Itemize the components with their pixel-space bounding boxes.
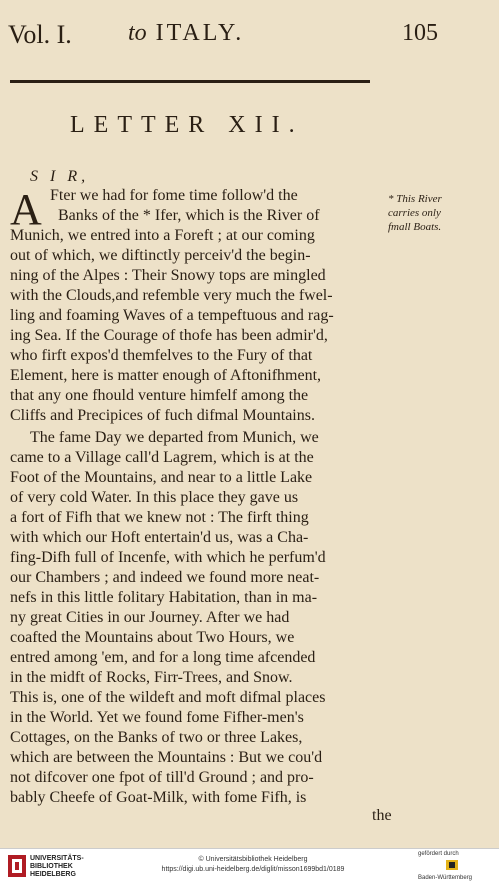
- text-line: Cottages, on the Banks of two or three Lakes,: [10, 729, 303, 746]
- text-line: Banks of the * Ifer, which is the River of: [58, 207, 320, 224]
- funded-by-label: gefördert durch: [418, 851, 459, 857]
- page-number: 105: [402, 20, 438, 46]
- funder-name: Baden-Württemberg: [418, 875, 473, 881]
- text-line: Cliffs and Precipices of fuch difmal Mountains.: [10, 407, 315, 424]
- library-name: [30, 855, 84, 879]
- funder-crest-icon: [446, 860, 458, 870]
- drop-cap: A: [10, 185, 42, 234]
- text-line: coafted the Mountains about Two Hours, we: [10, 629, 295, 646]
- text-line: ling and foaming Waves of a tempeftuous and rag-: [10, 307, 334, 324]
- library-logo-icon: [8, 855, 26, 877]
- margin-note: [388, 192, 442, 234]
- library-name-line: BIBLIOTHEK: [30, 863, 73, 870]
- text-line: who firft expos'd themfelves to the Fury of that: [10, 347, 313, 364]
- running-head-italy: ITALY.: [155, 20, 245, 46]
- footer-credit: [148, 855, 358, 875]
- salutation: S I R,: [30, 168, 90, 185]
- text-line: This is, one of the wildeft and moft difmal places: [10, 689, 326, 706]
- library-name-line: HEIDELBERG: [30, 871, 76, 878]
- text-line: came to a Village call'd Lagrem, which is at the: [10, 449, 314, 466]
- text-line: which are between the Mountains : But we cou'd: [10, 749, 323, 766]
- footer-bar: [0, 848, 499, 883]
- text-line: Foot of the Mountains, and near to a little Lake: [10, 469, 313, 486]
- copyright-text: © Universitätsbibliothek Heidelberg: [198, 856, 308, 863]
- text-line: with which our Hoft entertain'd us, was a Cha-: [10, 529, 309, 546]
- text-line: ing Sea. If the Courage of thofe has been admir'd,: [10, 327, 328, 344]
- text-line: fing-Difh full of Incenfe, with which he perfum'd: [10, 549, 326, 566]
- running-head-volume: Vol. I.: [8, 20, 72, 49]
- margin-note-line: carries only: [388, 207, 441, 219]
- letter-heading: LETTER XII.: [70, 112, 304, 138]
- text-line: a fort of Fifh that we knew not : The firft thing: [10, 509, 309, 526]
- text-line: in the World. Yet we found fome Fifher-men's: [10, 709, 304, 726]
- text-line: ny great Cities in our Journey. After we had: [10, 609, 290, 626]
- running-head-to: to: [128, 20, 147, 46]
- catchword: the: [372, 807, 392, 824]
- text-line: in the midft of Rocks, Firr-Trees, and Snow.: [10, 669, 293, 686]
- text-line: Munich, we entred into a Foreft ; at our coming: [10, 227, 315, 244]
- permalink[interactable]: https://digi.ub.uni-heidelberg.de/diglit/misson1699bd1/0189: [161, 866, 345, 873]
- text-line: our Chambers ; and indeed we found more neat-: [10, 569, 320, 586]
- text-line: entred among 'em, and for a long time afcended: [10, 649, 316, 666]
- text-line: of very cold Water. In this place they gave us: [10, 489, 299, 506]
- text-line: that any one fhould venture himfelf among the: [10, 387, 309, 404]
- text-line: not difcover one fpot of till'd Ground ; and pro-: [10, 769, 314, 786]
- text-line: with the Clouds,and refemble very much the fwel-: [10, 287, 333, 304]
- text-line: nefs in this little folitary Habitation, than in ma-: [10, 589, 318, 606]
- margin-note-line: * This River: [388, 193, 442, 205]
- funder-block: [418, 851, 472, 882]
- text-line: The fame Day we departed from Munich, we: [30, 429, 319, 446]
- margin-note-line: fmall Boats.: [388, 221, 442, 233]
- text-line: Element, here is matter enough of Aftonifhment,: [10, 367, 322, 384]
- library-name-line: UNIVERSITÄTS-: [30, 855, 84, 862]
- text-line: bably Cheefe of Goat-Milk, with fome Fifh, is: [10, 789, 307, 806]
- text-line: Fter we had for fome time follow'd the: [50, 187, 298, 204]
- text-line: out of which, we diftinctly perceiv'd the begin-: [10, 247, 311, 264]
- text-line: ning of the Alpes : Their Snowy tops are mingled: [10, 267, 326, 284]
